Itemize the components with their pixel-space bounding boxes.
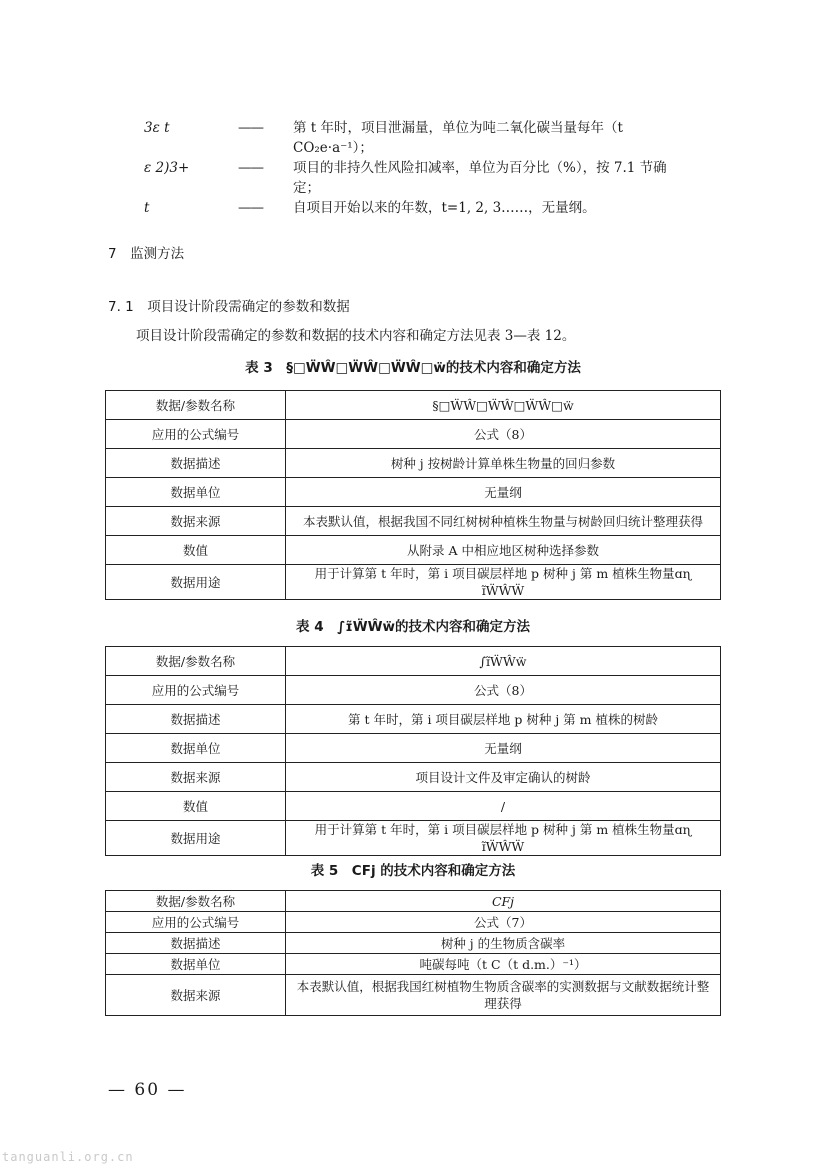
table-key-cell: 数据来源 [106,507,286,536]
watermark: tanguanli.org.cn [2,1150,134,1164]
table-value-cell: / [286,792,721,821]
table-value-cell: 无量纲 [286,478,721,507]
table-row [106,734,721,763]
table-row [106,792,721,821]
page-number: — 60 — [108,1080,187,1100]
table-5-caption: 表 5 CFj 的技术内容和确定方法 [310,863,516,879]
table-value-cell: ∫ɪ̃ẄŴẅ [286,647,721,676]
table-row [106,954,721,975]
table-value-cell: 树种 j 按树龄计算单株生物量的回归参数 [286,449,721,478]
table-key-cell: 应用的公式编号 [106,420,286,449]
table-key-cell: 数据/参数名称 [106,391,286,420]
definition-symbol: ε 2)3+ [144,160,190,176]
table-key-cell: 数据单位 [106,954,286,975]
table-key-cell: 数据用途 [106,821,286,856]
table-key-cell: 数据描述 [106,933,286,954]
table-row [106,565,721,600]
table-row [106,507,721,536]
table-value-cell: §□ẄŴ□ẄŴ□ẄŴ□ẅ [286,391,721,420]
definition-symbol: 3ε t [144,120,170,136]
definition-dash: —— [238,200,263,216]
table-key-cell: 数据来源 [106,763,286,792]
table-value-cell: 项目设计文件及审定确认的树龄 [286,763,721,792]
table-key-cell: 数据描述 [106,449,286,478]
table-key-cell: 应用的公式编号 [106,912,286,933]
definition-text: 第 t 年时，项目泄漏量，单位为吨二氧化碳当量每年（t CO₂e·a⁻¹）； [293,120,623,156]
table-value-cell: 公式（8） [286,420,721,449]
table-value-cell: CFj [286,891,721,912]
table-key-cell: 数据单位 [106,478,286,507]
table-key-cell: 数据单位 [106,734,286,763]
section-7-1-body: 项目设计阶段需确定的参数和数据的技术内容和确定方法见表 3—表 12。 [136,328,576,344]
section-7-1-heading: 7. 1 项目设计阶段需确定的参数和数据 [108,299,350,315]
table-value-cell: 用于计算第 t 年时，第 i 项目碳层样地 p 树种 j 第 m 植株生物量ɑɳ ɪ̃ẄŴẄ [286,565,721,600]
table-row [106,705,721,734]
table-row [106,478,721,507]
table-value-cell: 本表默认值，根据我国不同红树树种植株生物量与树龄回归统计整理获得 [286,507,721,536]
table-key-cell: 数据/参数名称 [106,647,286,676]
definition-text: 自项目开始以来的年数，t=1, 2, 3……，无量纲。 [293,200,596,216]
table-key-cell: 数值 [106,536,286,565]
definition-dash: —— [238,160,263,176]
table-row [106,912,721,933]
table-row [106,933,721,954]
table-row [106,975,721,1016]
table-value-cell: 吨碳每吨（t C（t d.m.）⁻¹） [286,954,721,975]
table-row [106,891,721,912]
definition-symbol: t [144,200,150,216]
section-7-heading: 7 监测方法 [108,246,185,262]
table-row [106,647,721,676]
table-5 [105,890,721,1016]
table-row [106,391,721,420]
table-value-cell: 公式（7） [286,912,721,933]
definition-row [0,158,826,198]
table-3-caption: 表 3 §□ẄŴ□ẄŴ□ẄŴ□ẅ的技术内容和确定方法 [245,360,581,376]
table-value-cell: 本表默认值，根据我国红树植物生物质含碳率的实测数据与文献数据统计整理获得 [286,975,721,1016]
table-value-cell: 树种 j 的生物质含碳率 [286,933,721,954]
symbol-definitions [0,118,826,218]
table-value-cell: 从附录 A 中相应地区树种选择参数 [286,536,721,565]
table-key-cell: 数据描述 [106,705,286,734]
table-key-cell: 数据来源 [106,975,286,1016]
table-row [106,676,721,705]
table-3 [105,390,721,600]
table-row [106,420,721,449]
table-value-cell: 第 t 年时，第 i 项目碳层样地 p 树种 j 第 m 植株的树龄 [286,705,721,734]
table-key-cell: 数值 [106,792,286,821]
definition-row [0,198,826,218]
definition-dash: —— [238,120,263,136]
table-key-cell: 数据/参数名称 [106,891,286,912]
definition-row [0,118,826,158]
table-key-cell: 应用的公式编号 [106,676,286,705]
definition-text: 项目的非持久性风险扣减率，单位为百分比（%），按 7.1 节确定； [293,160,667,196]
table-key-cell: 数据用途 [106,565,286,600]
table-row [106,449,721,478]
table-value-cell: 无量纲 [286,734,721,763]
table-4 [105,646,721,856]
table-row [106,821,721,856]
table-4-caption: 表 4 ∫ɪ̃ẄŴẅ的技术内容和确定方法 [296,619,530,635]
table-row [106,536,721,565]
table-value-cell: 用于计算第 t 年时，第 i 项目碳层样地 p 树种 j 第 m 植株生物量ɑɳ ɪ̃ẄŴẄ [286,821,721,856]
table-value-cell: 公式（8） [286,676,721,705]
table-row [106,763,721,792]
